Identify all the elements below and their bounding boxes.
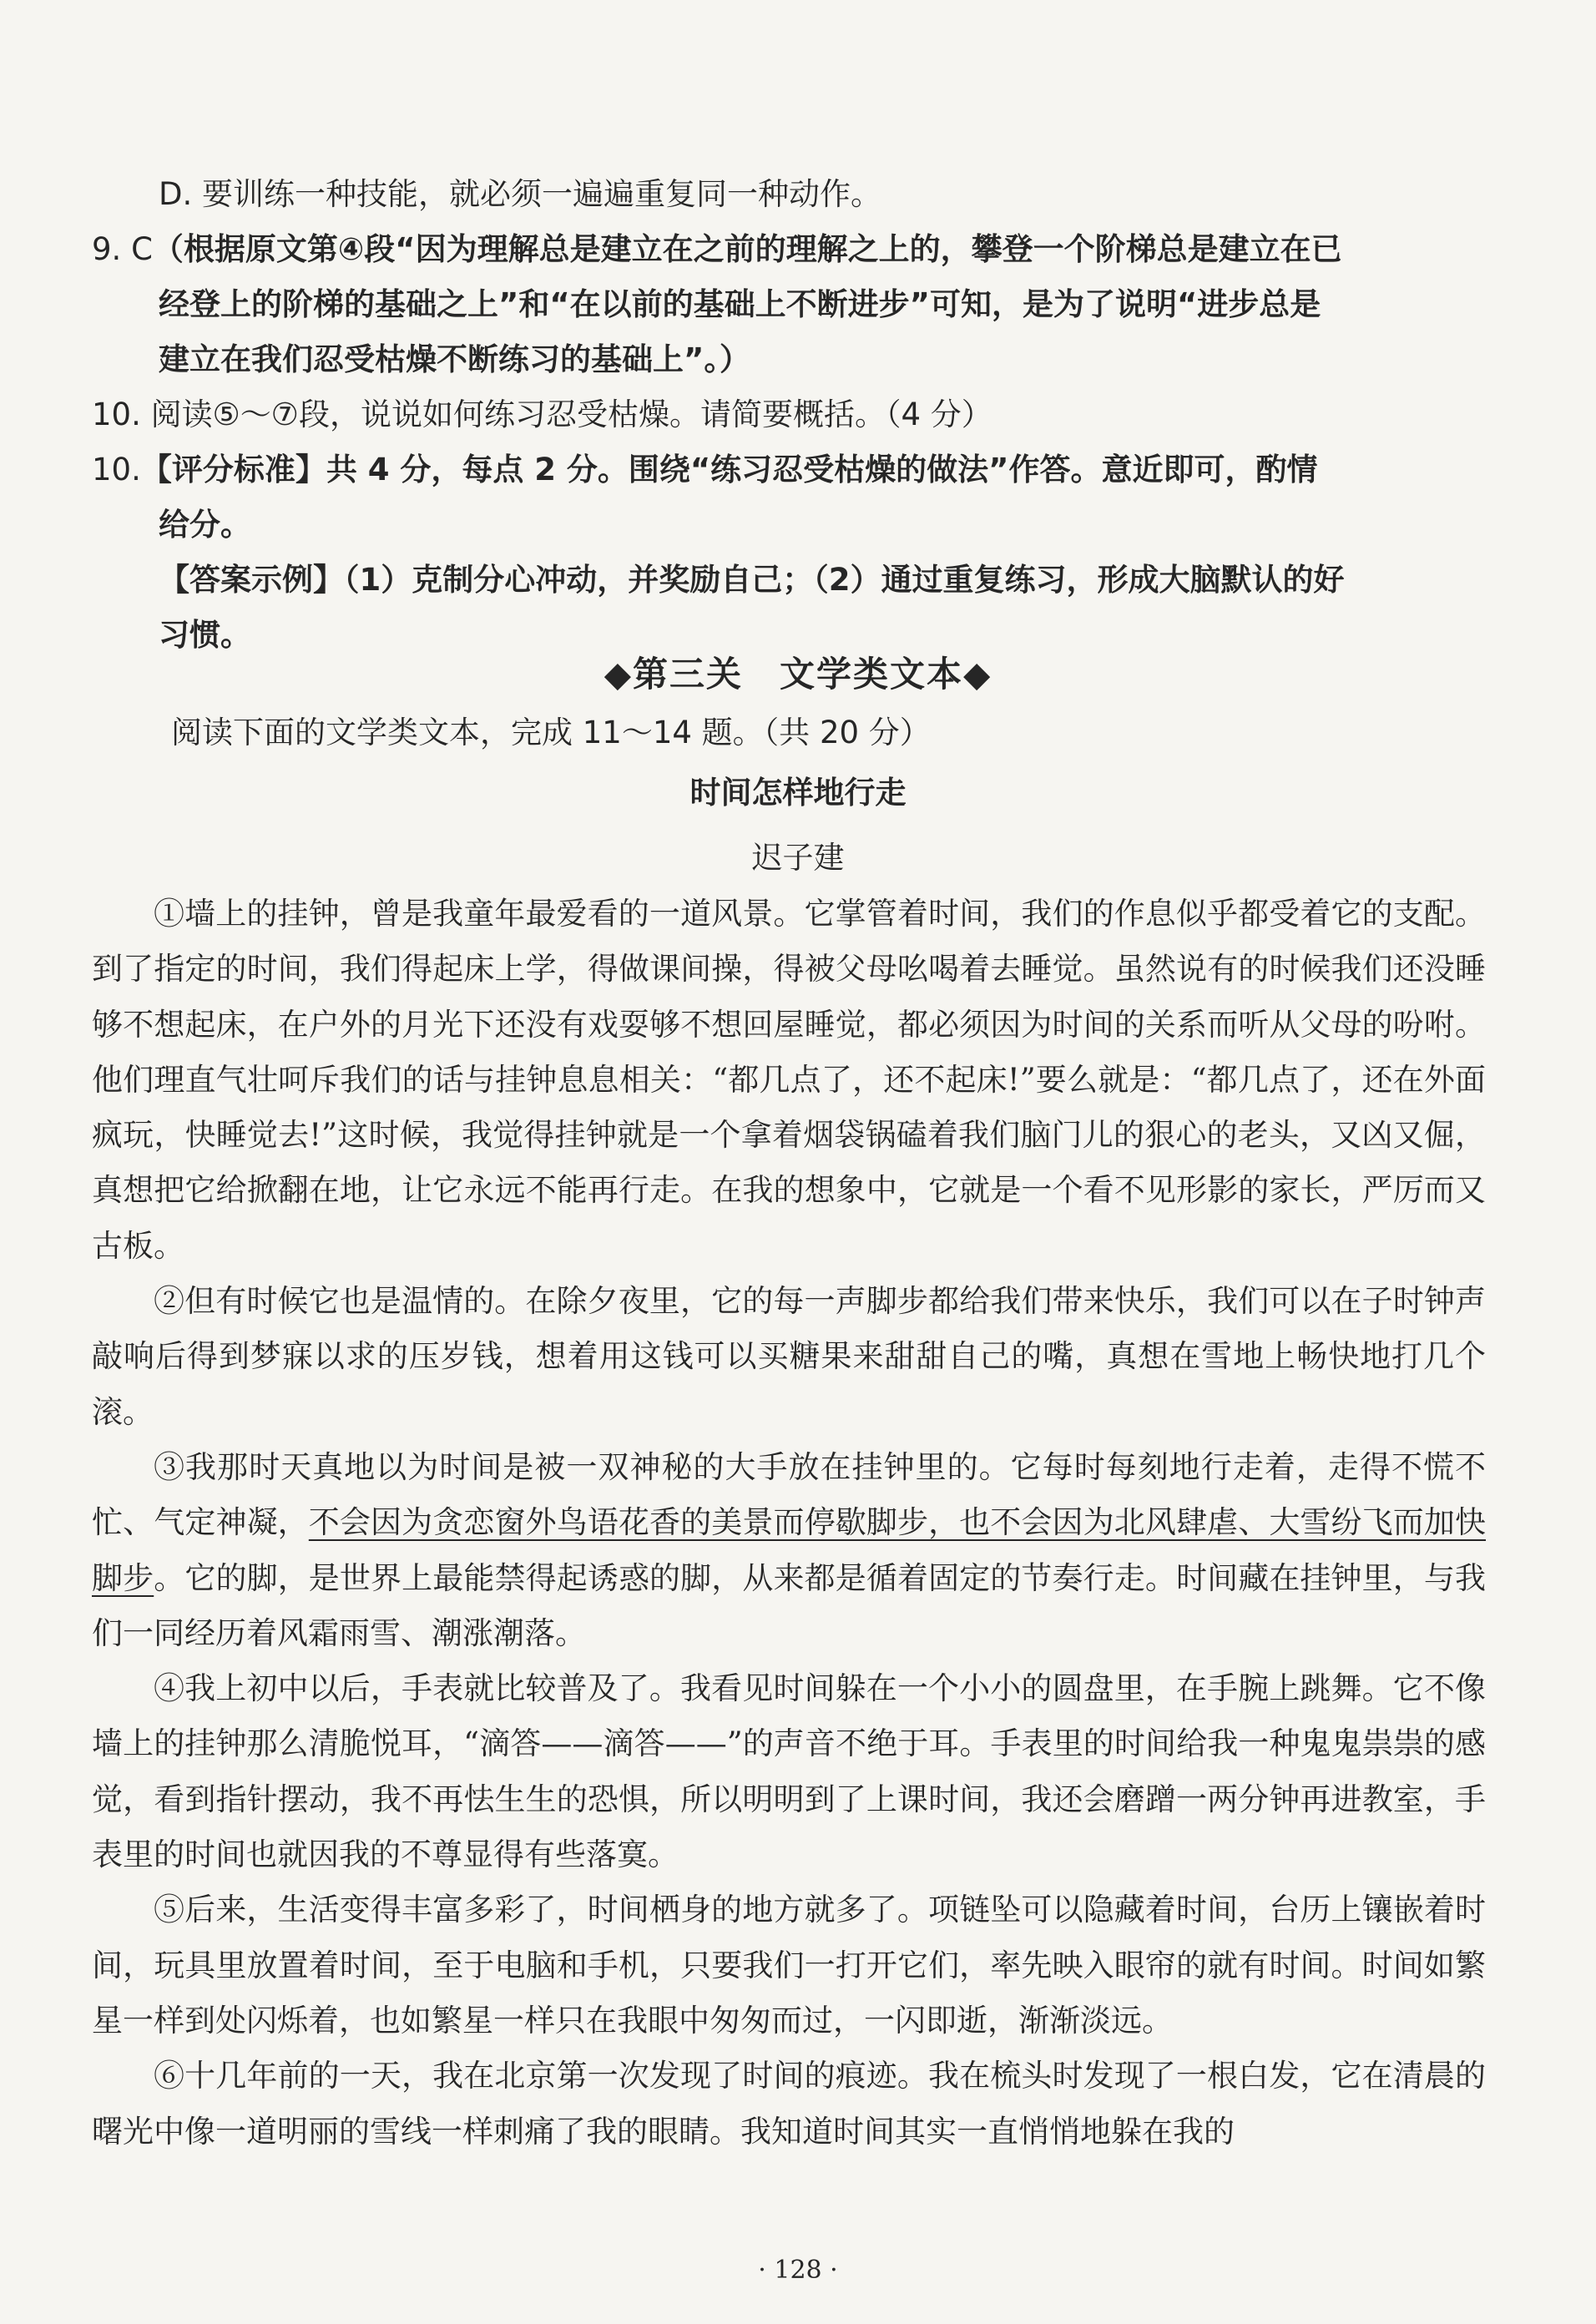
q9-choice: C: [131, 231, 153, 267]
q9-number: 9.: [92, 231, 122, 267]
essay-body: [92, 887, 1486, 2160]
essay-title: 时间怎样地行走: [689, 775, 907, 811]
essay-paragraph-3: [92, 1440, 1486, 1661]
option-d-line: D. 要训练一种技能，就必须一遍遍重复同一种动作。: [159, 176, 882, 212]
essay-paragraph-4: ④我上初中以后，手表就比较普及了。我看见时间躲在一个小小的圆盘里，在手腕上跳舞。它不像墙上的挂钟那么清脆悦耳，“滴答——滴答——”的声音不绝于耳。手表里的时间给我一种鬼鬼祟祟的感觉，看到指针摆动，我不再怯生生的恐惧，所以明明到了上课时间，我还会磨蹭一两分钟再进教室，手表里的时间也就因我的不尊显得有些落寞。: [92, 1670, 1486, 1873]
essay-paragraph-3-end: 。它的脚，是世界上最能禁得起诱惑的脚，从来都是循着固定的节奏行走。时间藏在挂钟里，与我们一同经历着风霜雨雪、潮涨潮落。: [92, 1559, 1487, 1651]
section-heading: ◆第三关 文学类文本◆: [604, 654, 992, 695]
essay-author: 迟子建: [751, 840, 845, 876]
essay-paragraph-1: ①墙上的挂钟，曾是我童年最爱看的一道风景。它掌管着时间，我们的作息似乎都受着它的支配。到了指定的时间，我们得起床上学，得做课间操，得被父母吆喝着去睡觉。虽然说有的时候我们还没睡够不想起床，在户外的月光下还没有戏耍够不想回屋睡觉，都必须因为时间的关系而听从父母的吩咐。他们理直气壮呵斥我们的话与挂钟息息相关：“都几点了，还不起床!”要么就是：“都几点了，还在外面疯玩，快睡觉去!”这时候，我觉得挂钟就是一个拿着烟袋锅磕着我们脑门儿的狠心的老头，又凶又倔，真想把它给掀翻在地，让它永远不能再行走。在我的想象中，它就是一个看不见形影的家长，严厉而又古板。: [92, 896, 1486, 1264]
section-instructions: 阅读下面的文学类文本，完成 11～14 题。（共 20 分）: [171, 715, 931, 750]
essay-underlined-sentence: 不会因为贪恋窗外鸟语花香的美景而停歇脚步，也不会因为北风肆虐、大雪纷飞而加快脚步: [92, 1504, 1486, 1596]
q9-explanation-3: 建立在我们忍受枯燥不断练习的基础上”。）: [159, 341, 750, 377]
essay-paragraph-3-start: ③我那时天真地以为时间是被一双神秘的大手放在挂钟里的。它每时每刻地行走着，走得不慌不忙、气定神凝，: [92, 1448, 1486, 1541]
q10-answer: [92, 442, 1494, 663]
essay-paragraph-6: ⑥十几年前的一天，我在北京第一次发现了时间的痕迹。我在梳头时发现了一根白发，它在清晨的曙光中像一道明丽的雪线一样刺痛了我的眼睛。我知道时间其实一直悄悄地躲在我的: [92, 2058, 1486, 2150]
q9-answer: [92, 222, 1494, 387]
q10-example-1: 【答案示例】（1）克制分心冲动，并奖励自己；（2）通过重复练习，形成大脑默认的好: [159, 562, 1345, 598]
q9-explanation-1: （根据原文第④段“因为理解总是建立在之前的理解之上的，攀登一个阶梯总是建立在已: [152, 231, 1342, 267]
essay-paragraph-5: ⑤后来，生活变得丰富多彩了，时间栖身的地方就多了。项链坠可以隐藏着时间，台历上镶嵌着时间，玩具里放置着时间，至于电脑和手机，只要我们一打开它们，率先映入眼帘的就有时间。时间如繁星一样到处闪烁着，也如繁星一样只在我眼中匆匆而过，一闪即逝，渐渐淡远。: [92, 1892, 1486, 2039]
q10-example-2: 习惯。: [159, 617, 251, 653]
page-number: · 128 ·: [758, 2256, 838, 2285]
q10-answer-number: 10.: [92, 452, 141, 488]
q10-criteria-1: 【评分标准】共 4 分，每点 2 分。围绕“练习忍受枯燥的做法”作答。意近即可，酌情: [140, 452, 1318, 488]
essay-paragraph-2: ②但有时候它也是温情的。在除夕夜里，它的每一声脚步都给我们带来快乐，我们可以在子时钟声敲响后得到梦寐以求的压岁钱，想着用这钱可以买糖果来甜甜自己的嘴，真想在雪地上畅快地打几个滚。: [92, 1283, 1486, 1430]
q10-criteria-2: 给分。: [159, 507, 251, 543]
q9-explanation-2: 经登上的阶梯的基础之上”和“在以前的基础上不断进步”可知，是为了说明“进步总是: [159, 286, 1321, 322]
answer-key-section: [92, 167, 1494, 663]
q10-question: 10. 阅读⑤～⑦段，说说如何练习忍受枯燥。请简要概括。（4 分）: [92, 397, 992, 432]
